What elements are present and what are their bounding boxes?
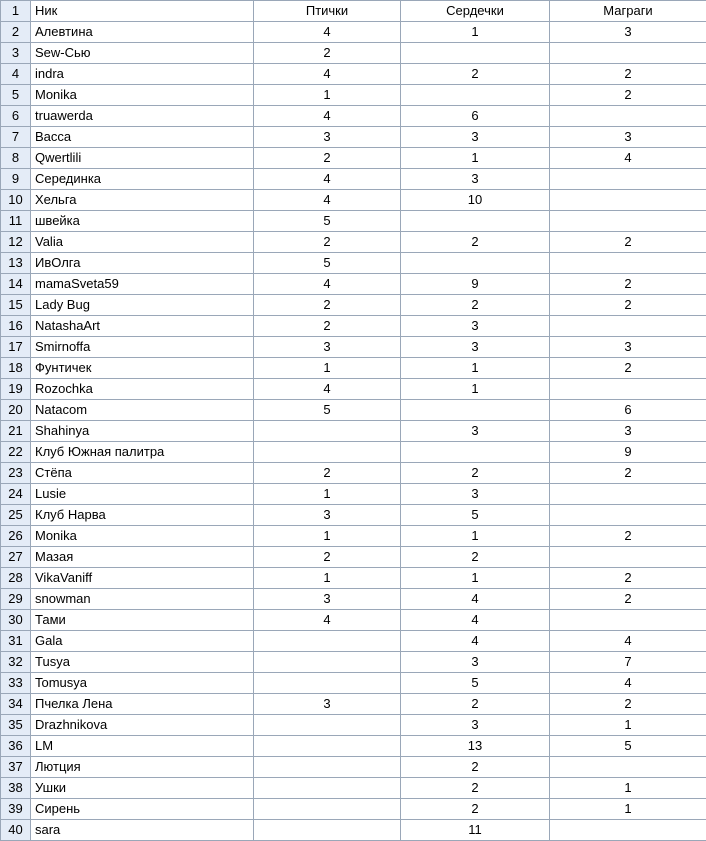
table-row: [1, 274, 706, 295]
row-number[interactable]: 9: [1, 169, 31, 190]
hearts-cell[interactable]: [401, 85, 550, 106]
row-number[interactable]: 31: [1, 631, 31, 652]
name-cell[interactable]: Smirnoffa: [31, 337, 254, 358]
name-cell[interactable]: Ушки: [31, 778, 254, 799]
table-row: [1, 190, 706, 211]
row-number[interactable]: 37: [1, 757, 31, 778]
name-cell[interactable]: Gala: [31, 631, 254, 652]
table-row: [1, 337, 706, 358]
magrags-cell[interactable]: 4: [550, 148, 706, 169]
header-cell-magrags[interactable]: Маграги: [550, 1, 706, 22]
hearts-cell[interactable]: 10: [401, 190, 550, 211]
magrags-cell[interactable]: 2: [550, 64, 706, 85]
header-cell-birds[interactable]: Птички: [254, 1, 401, 22]
hearts-cell[interactable]: 3: [401, 484, 550, 505]
birds-cell[interactable]: 1: [254, 358, 401, 379]
hearts-cell[interactable]: 4: [401, 610, 550, 631]
table-row: [1, 127, 706, 148]
table-row: [1, 505, 706, 526]
row-number[interactable]: 23: [1, 463, 31, 484]
magrags-cell[interactable]: 1: [550, 715, 706, 736]
name-cell[interactable]: Valia: [31, 232, 254, 253]
magrags-cell[interactable]: 2: [550, 358, 706, 379]
hearts-cell[interactable]: 11: [401, 820, 550, 841]
magrags-cell[interactable]: [550, 547, 706, 568]
row-number[interactable]: 4: [1, 64, 31, 85]
row-number[interactable]: 27: [1, 547, 31, 568]
birds-cell[interactable]: 3: [254, 337, 401, 358]
magrags-cell[interactable]: 3: [550, 22, 706, 43]
table-row: [1, 85, 706, 106]
header-cell-hearts[interactable]: Сердечки: [401, 1, 550, 22]
row-number[interactable]: 25: [1, 505, 31, 526]
table-row: [1, 526, 706, 547]
name-cell[interactable]: NatashaArt: [31, 316, 254, 337]
row-number[interactable]: 39: [1, 799, 31, 820]
table-row: [1, 652, 706, 673]
birds-cell[interactable]: [254, 715, 401, 736]
magrags-cell[interactable]: [550, 253, 706, 274]
table-row: [1, 232, 706, 253]
birds-cell[interactable]: 2: [254, 43, 401, 64]
magrags-cell[interactable]: 2: [550, 85, 706, 106]
birds-cell[interactable]: [254, 820, 401, 841]
hearts-cell[interactable]: 3: [401, 715, 550, 736]
name-cell[interactable]: Серединка: [31, 169, 254, 190]
hearts-cell[interactable]: 3: [401, 316, 550, 337]
hearts-cell[interactable]: 4: [401, 631, 550, 652]
name-cell[interactable]: Пчелка Лена: [31, 694, 254, 715]
row-number[interactable]: 14: [1, 274, 31, 295]
magrags-cell[interactable]: [550, 316, 706, 337]
birds-cell[interactable]: 3: [254, 505, 401, 526]
name-cell[interactable]: snowman: [31, 589, 254, 610]
header-cell-nick[interactable]: Ник: [31, 1, 254, 22]
table-row: [1, 820, 706, 841]
table-row: [1, 442, 706, 463]
hearts-cell[interactable]: [401, 253, 550, 274]
row-number[interactable]: 32: [1, 652, 31, 673]
table-row: [1, 673, 706, 694]
magrags-cell[interactable]: [550, 169, 706, 190]
birds-cell[interactable]: [254, 778, 401, 799]
name-cell[interactable]: Sew-Сью: [31, 43, 254, 64]
name-cell[interactable]: Drazhnikova: [31, 715, 254, 736]
name-cell[interactable]: Клуб Южная палитра: [31, 442, 254, 463]
hearts-cell[interactable]: 9: [401, 274, 550, 295]
name-cell[interactable]: Shahinya: [31, 421, 254, 442]
hearts-cell[interactable]: [401, 400, 550, 421]
birds-cell[interactable]: 4: [254, 106, 401, 127]
table-row: [1, 799, 706, 820]
table-row: [1, 631, 706, 652]
magrags-cell[interactable]: [550, 379, 706, 400]
hearts-cell[interactable]: [401, 211, 550, 232]
table-row: [1, 379, 706, 400]
magrags-cell[interactable]: 1: [550, 799, 706, 820]
magrags-cell[interactable]: [550, 106, 706, 127]
birds-cell[interactable]: 4: [254, 610, 401, 631]
birds-cell[interactable]: 2: [254, 463, 401, 484]
birds-cell[interactable]: 4: [254, 64, 401, 85]
birds-cell[interactable]: 2: [254, 148, 401, 169]
hearts-cell[interactable]: [401, 442, 550, 463]
row-number[interactable]: 6: [1, 106, 31, 127]
magrags-cell[interactable]: [550, 484, 706, 505]
table-row: [1, 211, 706, 232]
hearts-cell[interactable]: 1: [401, 568, 550, 589]
name-cell[interactable]: Rozochka: [31, 379, 254, 400]
table-row: [1, 169, 706, 190]
row-number[interactable]: 2: [1, 22, 31, 43]
hearts-cell[interactable]: 1: [401, 379, 550, 400]
name-cell[interactable]: Алевтина: [31, 22, 254, 43]
row-number[interactable]: 16: [1, 316, 31, 337]
birds-cell[interactable]: [254, 757, 401, 778]
row-number[interactable]: 1: [1, 1, 31, 22]
table-row: [1, 547, 706, 568]
hearts-cell[interactable]: 1: [401, 148, 550, 169]
row-number[interactable]: 29: [1, 589, 31, 610]
birds-cell[interactable]: 4: [254, 190, 401, 211]
row-number[interactable]: 21: [1, 421, 31, 442]
birds-cell[interactable]: 1: [254, 484, 401, 505]
birds-cell[interactable]: 1: [254, 526, 401, 547]
magrags-cell[interactable]: 3: [550, 337, 706, 358]
row-number[interactable]: 28: [1, 568, 31, 589]
name-cell[interactable]: Стёпа: [31, 463, 254, 484]
hearts-cell[interactable]: 3: [401, 421, 550, 442]
name-cell[interactable]: Лютция: [31, 757, 254, 778]
hearts-cell[interactable]: 4: [401, 589, 550, 610]
magrags-cell[interactable]: 4: [550, 673, 706, 694]
row-number[interactable]: 24: [1, 484, 31, 505]
sheet-body: [1, 1, 706, 841]
magrags-cell[interactable]: 2: [550, 274, 706, 295]
magrags-cell[interactable]: [550, 211, 706, 232]
row-number[interactable]: 22: [1, 442, 31, 463]
hearts-cell[interactable]: 2: [401, 463, 550, 484]
birds-cell[interactable]: 3: [254, 589, 401, 610]
magrags-cell[interactable]: 5: [550, 736, 706, 757]
row-number[interactable]: 12: [1, 232, 31, 253]
birds-cell[interactable]: 2: [254, 547, 401, 568]
row-number[interactable]: 30: [1, 610, 31, 631]
row-number[interactable]: 8: [1, 148, 31, 169]
birds-cell[interactable]: 2: [254, 232, 401, 253]
table-row: [1, 757, 706, 778]
table-row: [1, 358, 706, 379]
magrags-cell[interactable]: [550, 190, 706, 211]
hearts-cell[interactable]: 1: [401, 526, 550, 547]
name-cell[interactable]: Хельга: [31, 190, 254, 211]
row-number[interactable]: 33: [1, 673, 31, 694]
table-row: [1, 421, 706, 442]
hearts-cell[interactable]: [401, 43, 550, 64]
table-row: [1, 400, 706, 421]
table-row: [1, 484, 706, 505]
table-row: [1, 106, 706, 127]
name-cell[interactable]: ИвОлга: [31, 253, 254, 274]
magrags-cell[interactable]: 2: [550, 589, 706, 610]
table-row: [1, 253, 706, 274]
magrags-cell[interactable]: 6: [550, 400, 706, 421]
name-cell[interactable]: Сирень: [31, 799, 254, 820]
name-cell[interactable]: Тами: [31, 610, 254, 631]
hearts-cell[interactable]: 2: [401, 232, 550, 253]
name-cell[interactable]: Natacom: [31, 400, 254, 421]
hearts-cell[interactable]: 5: [401, 673, 550, 694]
birds-cell[interactable]: 4: [254, 169, 401, 190]
birds-cell[interactable]: 1: [254, 85, 401, 106]
hearts-cell[interactable]: 5: [401, 505, 550, 526]
table-row: [1, 295, 706, 316]
row-number[interactable]: 35: [1, 715, 31, 736]
birds-cell[interactable]: 5: [254, 211, 401, 232]
birds-cell[interactable]: 1: [254, 568, 401, 589]
name-cell[interactable]: Фунтичек: [31, 358, 254, 379]
row-number[interactable]: 26: [1, 526, 31, 547]
magrags-cell[interactable]: 2: [550, 526, 706, 547]
name-cell[interactable]: sara: [31, 820, 254, 841]
birds-cell[interactable]: [254, 736, 401, 757]
hearts-cell[interactable]: 1: [401, 358, 550, 379]
birds-cell[interactable]: 4: [254, 379, 401, 400]
row-number[interactable]: 36: [1, 736, 31, 757]
table-row: [1, 715, 706, 736]
magrags-cell[interactable]: 4: [550, 631, 706, 652]
magrags-cell[interactable]: 2: [550, 295, 706, 316]
table-row: [1, 736, 706, 757]
magrags-cell[interactable]: 3: [550, 421, 706, 442]
birds-cell[interactable]: [254, 652, 401, 673]
magrags-cell[interactable]: 3: [550, 127, 706, 148]
table-row: [1, 316, 706, 337]
row-number[interactable]: 5: [1, 85, 31, 106]
magrags-cell[interactable]: 1: [550, 778, 706, 799]
table-row: [1, 64, 706, 85]
row-number[interactable]: 10: [1, 190, 31, 211]
birds-cell[interactable]: 2: [254, 295, 401, 316]
hearts-cell[interactable]: 3: [401, 652, 550, 673]
magrags-cell[interactable]: [550, 43, 706, 64]
name-cell[interactable]: швейка: [31, 211, 254, 232]
header-row: [1, 1, 706, 22]
name-cell[interactable]: Васса: [31, 127, 254, 148]
hearts-cell[interactable]: 1: [401, 22, 550, 43]
hearts-cell[interactable]: 2: [401, 799, 550, 820]
hearts-cell[interactable]: 3: [401, 169, 550, 190]
magrags-cell[interactable]: [550, 610, 706, 631]
table-row: [1, 589, 706, 610]
name-cell[interactable]: mamaSveta59: [31, 274, 254, 295]
magrags-cell[interactable]: 9: [550, 442, 706, 463]
name-cell[interactable]: Tusya: [31, 652, 254, 673]
row-number[interactable]: 18: [1, 358, 31, 379]
name-cell[interactable]: truawerda: [31, 106, 254, 127]
hearts-cell[interactable]: 2: [401, 694, 550, 715]
table-row: [1, 148, 706, 169]
hearts-cell[interactable]: 2: [401, 547, 550, 568]
name-cell[interactable]: Lusie: [31, 484, 254, 505]
magrags-cell[interactable]: 2: [550, 694, 706, 715]
row-number[interactable]: 20: [1, 400, 31, 421]
name-cell[interactable]: indra: [31, 64, 254, 85]
hearts-cell[interactable]: 2: [401, 778, 550, 799]
table-row: [1, 43, 706, 64]
birds-cell[interactable]: [254, 799, 401, 820]
birds-cell[interactable]: [254, 631, 401, 652]
name-cell[interactable]: Tomusya: [31, 673, 254, 694]
name-cell[interactable]: VikaVaniff: [31, 568, 254, 589]
table-row: [1, 694, 706, 715]
row-number[interactable]: 3: [1, 43, 31, 64]
name-cell[interactable]: LM: [31, 736, 254, 757]
table-row: [1, 778, 706, 799]
birds-cell[interactable]: [254, 442, 401, 463]
row-number[interactable]: 38: [1, 778, 31, 799]
table-row: [1, 22, 706, 43]
magrags-cell[interactable]: [550, 820, 706, 841]
birds-cell[interactable]: [254, 673, 401, 694]
row-number[interactable]: 13: [1, 253, 31, 274]
magrags-cell[interactable]: [550, 505, 706, 526]
birds-cell[interactable]: [254, 421, 401, 442]
hearts-cell[interactable]: 3: [401, 337, 550, 358]
table-row: [1, 568, 706, 589]
magrags-cell[interactable]: 2: [550, 463, 706, 484]
hearts-cell[interactable]: 2: [401, 295, 550, 316]
hearts-cell[interactable]: 3: [401, 127, 550, 148]
table-row: [1, 610, 706, 631]
name-cell[interactable]: Мазая: [31, 547, 254, 568]
magrags-cell[interactable]: 2: [550, 232, 706, 253]
row-number[interactable]: 34: [1, 694, 31, 715]
name-cell[interactable]: Monika: [31, 85, 254, 106]
row-number[interactable]: 7: [1, 127, 31, 148]
table-row: [1, 463, 706, 484]
row-number[interactable]: 11: [1, 211, 31, 232]
birds-cell[interactable]: 2: [254, 316, 401, 337]
magrags-cell[interactable]: 2: [550, 568, 706, 589]
row-number[interactable]: 15: [1, 295, 31, 316]
birds-cell[interactable]: 5: [254, 400, 401, 421]
name-cell[interactable]: Qwertlili: [31, 148, 254, 169]
hearts-cell[interactable]: 6: [401, 106, 550, 127]
birds-cell[interactable]: 4: [254, 274, 401, 295]
birds-cell[interactable]: 3: [254, 694, 401, 715]
magrags-cell[interactable]: [550, 757, 706, 778]
hearts-cell[interactable]: 2: [401, 757, 550, 778]
name-cell[interactable]: Клуб Нарва: [31, 505, 254, 526]
name-cell[interactable]: Lady Bug: [31, 295, 254, 316]
birds-cell[interactable]: 4: [254, 22, 401, 43]
birds-cell[interactable]: 3: [254, 127, 401, 148]
row-number[interactable]: 40: [1, 820, 31, 841]
birds-cell[interactable]: 5: [254, 253, 401, 274]
hearts-cell[interactable]: 13: [401, 736, 550, 757]
magrags-cell[interactable]: 7: [550, 652, 706, 673]
name-cell[interactable]: Monika: [31, 526, 254, 547]
hearts-cell[interactable]: 2: [401, 64, 550, 85]
row-number[interactable]: 19: [1, 379, 31, 400]
row-number[interactable]: 17: [1, 337, 31, 358]
